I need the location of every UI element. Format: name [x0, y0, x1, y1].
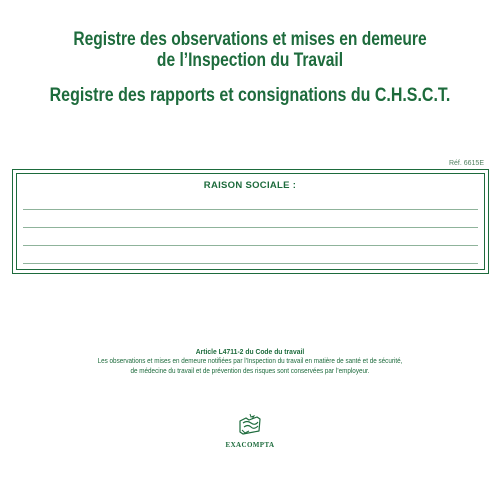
reference-number: Réf. 6615E	[448, 160, 484, 167]
legal-text-line-1: Les observations et mises en demeure notifiées par l’Inspection du travail en matière de santé et de sécurité,	[97, 356, 403, 365]
legal-article-heading: Article L4711-2 du Code du travail	[195, 347, 305, 356]
brand-name: EXACOMPTA	[225, 441, 275, 449]
company-name-line-3[interactable]	[23, 245, 478, 246]
legal-text-line-2: de médecine du travail et de prévention des risques sont conservées par l’employeur.	[130, 366, 370, 375]
title-line-2: de l’Inspection du Travail	[156, 50, 344, 71]
company-name-line-4[interactable]	[23, 263, 478, 264]
company-name-label: RAISON SOCIALE :	[203, 180, 297, 191]
company-name-line-1[interactable]	[23, 209, 478, 210]
exacompta-folder-logo-icon	[237, 412, 263, 438]
title-line-3: Registre des rapports et consignations du C.H.S.C.T.	[49, 84, 451, 106]
company-name-line-2[interactable]	[23, 227, 478, 228]
title-line-1: Registre des observations et mises en demeure	[73, 29, 427, 50]
